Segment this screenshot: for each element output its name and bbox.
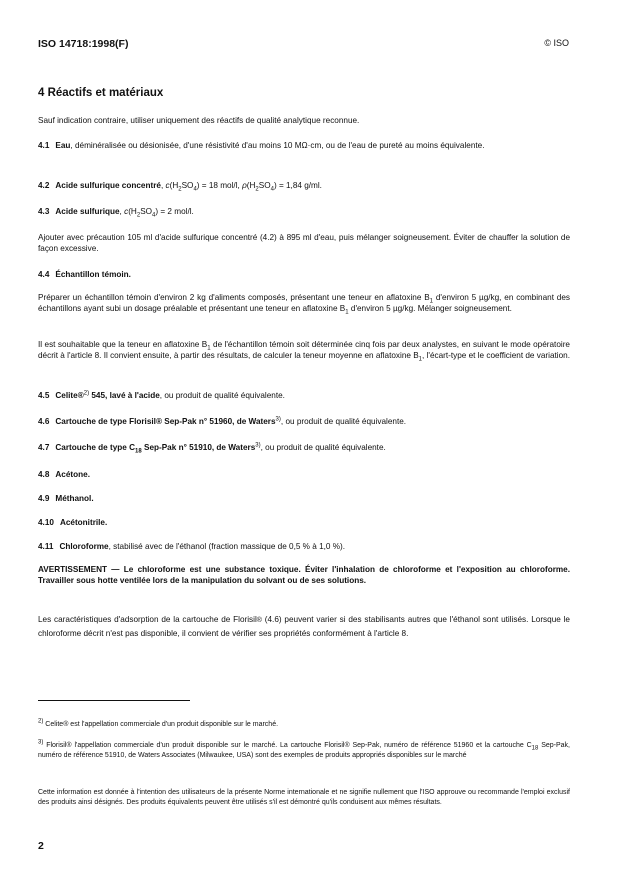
item-number: 4.6 bbox=[38, 417, 50, 426]
item-4-11: 4.11 Chloroforme, stabilisé avec de l'éthanol (fraction massique de 0,5 % à 1,0 %). bbox=[38, 542, 346, 551]
item-text: , déminéralisée ou désionisée, d'une résistivité d'au moins 10 MΩ·cm, ou de l'eau de pureté au moins équivalente. bbox=[70, 141, 485, 150]
footnote-3: $^{3)}$ Florisil® l'appellation commerciale d'un produit disponible sur le marché. La cartouche Florisil® Sep-Pak, numéro de référence 51960 et la cartouche $C_{18}$ Sep-Pak, numéro de référence 51910, de Waters Associates (Milwaukee, USA) sont des exemples de produits appropriés disponibles sur le marché bbox=[38, 739, 570, 759]
item-4-3-paragraph: Ajouter avec précaution 105 ml d'acide sulfurique concentré (4.2) à 895 ml d'eau, puis mélanger soigneusement. Éviter de chauffer la solution de façon excessive. bbox=[38, 233, 570, 253]
item-4-4-paragraph-2: Il est souhaitable que la teneur en aflatoxine $B_1$ de l'échantillon témoin soit déterminée cinq fois par deux analystes, en suivant le mode opératoire décrit à l'article 8. Il convient ensuite, à partir des résultats, de calculer la teneur moyenne en aflatoxine $B_1$, l'écart-type et le coefficient de variation. bbox=[38, 340, 570, 363]
item-4-7: 4.7 Cartouche de type $C_{18}$ Sep-Pak n° 51910, de Waters$^{3)}$, ou produit de qualité équivalente. bbox=[38, 442, 386, 455]
item-4-10: 4.10 Acétonitrile. bbox=[38, 518, 108, 527]
warning-paragraph: AVERTISSEMENT — Le chloroforme est une substance toxique. Éviter l'inhalation de chloroforme et l'exposition au chloroforme. Travailler sous hotte ventilée lors de la manipulation du solvant ou de ses solutions. bbox=[38, 565, 570, 585]
item-title: Acide sulfurique bbox=[55, 207, 120, 216]
section-title: 4 Réactifs et matériaux bbox=[38, 87, 164, 99]
footnote-ref: 2) bbox=[83, 390, 90, 397]
item-4-4 bbox=[38, 269, 570, 280]
footnote-separator bbox=[38, 700, 190, 701]
item-number: 4.1 bbox=[38, 141, 50, 150]
copyright-notice: © ISO bbox=[544, 38, 569, 48]
intro-paragraph: Sauf indication contraire, utiliser uniquement des réactifs de qualité analytique reconnue. bbox=[38, 116, 360, 125]
item-4-4-paragraph-1: Préparer un échantillon témoin d'environ 2 kg d'aliments composés, présentant une teneur en aflatoxine $B_1$ d'environ 5 µg/kg, en combinant des échantillons ayant subi un dosage préalable et présentant une teneur en aflatoxine $B_1$ d'environ 5 µg/kg. Mélanger soigneusement. bbox=[38, 293, 570, 316]
item-4-5: 4.5 Celite®$^{2)}$ 545, lavé à l'acide, ou produit de qualité équivalente. bbox=[38, 390, 285, 400]
item-number: 4.2 bbox=[38, 181, 50, 190]
footnote-ref: 3) bbox=[255, 442, 261, 449]
item-4-6: 4.6 Cartouche de type Florisil® Sep-Pak n° 51960, de Waters$^{3)}$, ou produit de qualité équivalente. bbox=[38, 416, 407, 426]
item-4-1 bbox=[38, 140, 570, 151]
registered-mark: ® bbox=[77, 391, 84, 400]
item-title: Eau bbox=[55, 141, 71, 150]
item-title: Acide sulfurique concentré bbox=[55, 181, 161, 190]
document-standard-id: ISO 14718:1998(F) bbox=[38, 38, 129, 50]
item-number: 4.3 bbox=[38, 207, 50, 216]
registered-mark: ® bbox=[155, 417, 162, 426]
item-4-8: 4.8 Acétone. bbox=[38, 470, 90, 479]
item-4-9: 4.9 Méthanol. bbox=[38, 494, 94, 503]
item-number: 4.7 bbox=[38, 443, 50, 452]
footnote-info: Cette information est donnée à l'intention des utilisateurs de la présente Norme internationale et ne signifie nullement que l'ISO approuve ou recommande l'emploi exclusif des produits ainsi désignés. Des produits équivalents peuvent être utilisés s'il est démontré qu'ils conduisent aux mêmes résultats. bbox=[38, 789, 570, 806]
item-number: 4.5 bbox=[38, 391, 50, 400]
item-4-2: 4.2 Acide sulfurique concentré, $c(H_2SO_4) = 18$ mol/l, $\rho(H_2SO_4) = 1,84$ g/ml. bbox=[38, 181, 322, 193]
footnote-2: $^{2)}$ Celite® est l'appellation commerciale d'un produit disponible sur le marché. bbox=[38, 718, 279, 728]
item-number: 4.4 bbox=[38, 270, 50, 279]
page-number: 2 bbox=[38, 840, 44, 852]
item-title: Échantillon témoin. bbox=[55, 270, 131, 279]
florisil-note-paragraph: Les caractéristiques d'adsorption de la cartouche de Florisil® (4.6) peuvent varier si des stabilisants autres que l'éthanol sont utilisés. Lorsque le chloroforme décrit n'est pas disponible, il convient de vérifier ses propriétés conformément à l'article 8. bbox=[38, 615, 570, 638]
item-4-3: 4.3 Acide sulfurique, $c(H_2SO_4) = 2$ mol/l. bbox=[38, 207, 194, 219]
footnote-ref: 3) bbox=[275, 416, 281, 423]
